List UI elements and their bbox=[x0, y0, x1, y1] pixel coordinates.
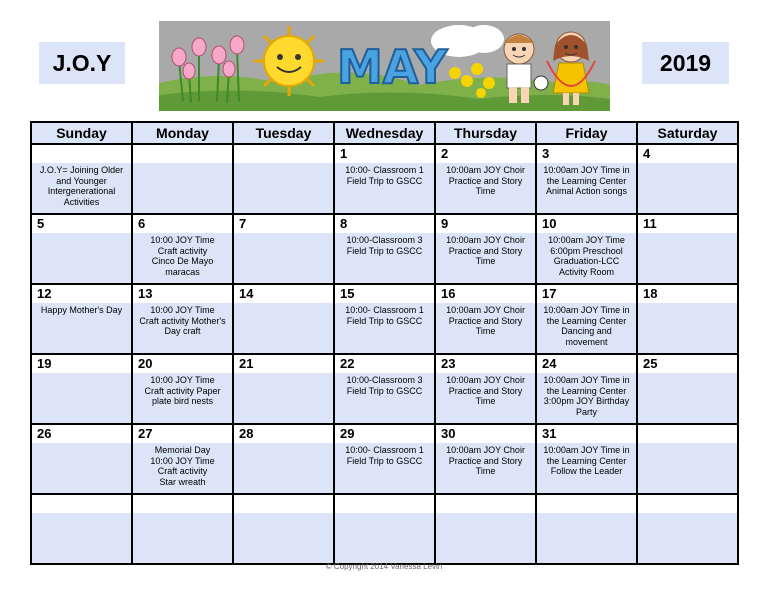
day-number: 18 bbox=[638, 285, 737, 303]
day-cell bbox=[334, 144, 435, 214]
day-number bbox=[537, 495, 636, 513]
day-cell-inner bbox=[133, 495, 232, 563]
day-event bbox=[436, 513, 535, 563]
day-event bbox=[32, 233, 131, 283]
day-number: 3 bbox=[537, 145, 636, 163]
day-cell-inner bbox=[537, 145, 636, 213]
day-event: 10:00am JOY Time in the Learning Center Dancing and movement bbox=[537, 303, 636, 353]
day-cell-inner bbox=[133, 215, 232, 283]
day-cell-inner bbox=[436, 425, 535, 493]
week-row bbox=[31, 494, 738, 564]
day-cell bbox=[31, 284, 132, 354]
day-event: Happy Mother's Day bbox=[32, 303, 131, 353]
week-row bbox=[31, 354, 738, 424]
day-event bbox=[133, 163, 232, 213]
day-cell bbox=[334, 494, 435, 564]
day-event bbox=[32, 373, 131, 423]
day-cell-inner bbox=[335, 495, 434, 563]
day-cell bbox=[31, 214, 132, 284]
copyright-notice: © Copyright 2014 Vanessa Levin bbox=[325, 562, 443, 571]
day-cell bbox=[435, 494, 536, 564]
day-cell-inner bbox=[32, 495, 131, 563]
day-cell bbox=[31, 354, 132, 424]
day-event: J.O.Y= Joining Older and Younger Intergenerational Activities bbox=[32, 163, 131, 213]
weekday-header: Thursday bbox=[435, 122, 536, 144]
week-row bbox=[31, 284, 738, 354]
day-cell bbox=[435, 354, 536, 424]
day-cell bbox=[233, 354, 334, 424]
day-cell bbox=[31, 494, 132, 564]
day-number: 30 bbox=[436, 425, 535, 443]
day-number: 19 bbox=[32, 355, 131, 373]
day-cell-inner bbox=[638, 425, 737, 493]
day-cell bbox=[536, 494, 637, 564]
day-cell-inner bbox=[537, 495, 636, 563]
day-cell bbox=[334, 284, 435, 354]
day-cell bbox=[435, 284, 536, 354]
day-event: 10:00am JOY Choir Practice and Story Time bbox=[436, 163, 535, 213]
day-cell-inner bbox=[234, 145, 333, 213]
day-event bbox=[234, 163, 333, 213]
day-event bbox=[537, 513, 636, 563]
day-cell bbox=[637, 284, 738, 354]
day-number bbox=[234, 495, 333, 513]
month-banner bbox=[159, 21, 610, 111]
day-cell bbox=[435, 424, 536, 494]
day-cell-inner bbox=[436, 495, 535, 563]
day-cell bbox=[536, 214, 637, 284]
day-cell bbox=[132, 354, 233, 424]
day-number bbox=[234, 145, 333, 163]
calendar-body bbox=[31, 144, 738, 564]
day-cell-inner bbox=[638, 145, 737, 213]
day-event: 10:00- Classroom 1 Field Trip to GSCC bbox=[335, 443, 434, 493]
day-cell bbox=[536, 144, 637, 214]
day-cell-inner bbox=[133, 355, 232, 423]
day-cell-inner bbox=[537, 355, 636, 423]
day-event: Memorial Day 10:00 JOY Time Craft activity Star wreath bbox=[133, 443, 232, 493]
day-event: 10:00am JOY Time in the Learning Center 3:00pm JOY Birthday Party bbox=[537, 373, 636, 423]
day-number: 31 bbox=[537, 425, 636, 443]
day-number: 22 bbox=[335, 355, 434, 373]
day-cell-inner bbox=[537, 215, 636, 283]
day-event bbox=[335, 513, 434, 563]
weekday-header: Sunday bbox=[31, 122, 132, 144]
day-number bbox=[133, 495, 232, 513]
day-cell bbox=[334, 424, 435, 494]
day-number: 14 bbox=[234, 285, 333, 303]
day-event: 10:00am JOY Choir Practice and Story Time bbox=[436, 373, 535, 423]
day-cell bbox=[334, 214, 435, 284]
day-number: 13 bbox=[133, 285, 232, 303]
day-event bbox=[638, 443, 737, 493]
week-row bbox=[31, 144, 738, 214]
day-cell-inner bbox=[335, 285, 434, 353]
weekday-header: Friday bbox=[536, 122, 637, 144]
day-cell bbox=[132, 494, 233, 564]
day-number: 20 bbox=[133, 355, 232, 373]
day-number: 16 bbox=[436, 285, 535, 303]
day-cell-inner bbox=[638, 215, 737, 283]
calendar-grid bbox=[30, 121, 739, 565]
day-cell-inner bbox=[638, 285, 737, 353]
day-event: 10:00 JOY Time Craft activity Paper plate bird nests bbox=[133, 373, 232, 423]
day-number: 28 bbox=[234, 425, 333, 443]
day-number: 8 bbox=[335, 215, 434, 233]
day-number bbox=[335, 495, 434, 513]
day-cell-inner bbox=[234, 285, 333, 353]
day-cell-inner bbox=[234, 495, 333, 563]
day-event bbox=[234, 303, 333, 353]
day-cell-inner bbox=[133, 145, 232, 213]
day-number: 23 bbox=[436, 355, 535, 373]
week-row bbox=[31, 424, 738, 494]
day-cell bbox=[132, 214, 233, 284]
day-cell-inner bbox=[32, 215, 131, 283]
weekday-header: Saturday bbox=[637, 122, 738, 144]
day-number bbox=[638, 425, 737, 443]
day-event: 10:00-Classroom 3 Field Trip to GSCC bbox=[335, 233, 434, 283]
day-cell-inner bbox=[436, 285, 535, 353]
day-event: 10:00am JOY Time 6:00pm Preschool Graduation-LCC Activity Room bbox=[537, 233, 636, 283]
day-number: 2 bbox=[436, 145, 535, 163]
program-title: J.O.Y bbox=[39, 42, 125, 84]
day-cell-inner bbox=[537, 425, 636, 493]
day-event bbox=[32, 513, 131, 563]
day-number: 17 bbox=[537, 285, 636, 303]
day-cell bbox=[536, 354, 637, 424]
day-event: 10:00-Classroom 3 Field Trip to GSCC bbox=[335, 373, 434, 423]
day-cell bbox=[233, 214, 334, 284]
weekday-header: Tuesday bbox=[233, 122, 334, 144]
day-cell-inner bbox=[335, 425, 434, 493]
day-number: 24 bbox=[537, 355, 636, 373]
day-cell bbox=[637, 214, 738, 284]
day-cell bbox=[132, 424, 233, 494]
day-cell-inner bbox=[234, 355, 333, 423]
day-cell-inner bbox=[638, 495, 737, 563]
day-event: 10:00- Classroom 1 Field Trip to GSCC bbox=[335, 163, 434, 213]
day-number: 21 bbox=[234, 355, 333, 373]
day-number: 9 bbox=[436, 215, 535, 233]
day-number bbox=[133, 145, 232, 163]
day-cell-inner bbox=[335, 215, 434, 283]
weekday-header-row bbox=[31, 122, 738, 144]
day-cell bbox=[435, 144, 536, 214]
day-cell bbox=[31, 144, 132, 214]
day-number: 10 bbox=[537, 215, 636, 233]
day-cell-inner bbox=[32, 425, 131, 493]
day-cell bbox=[31, 424, 132, 494]
day-number: 7 bbox=[234, 215, 333, 233]
day-number: 12 bbox=[32, 285, 131, 303]
day-event bbox=[638, 373, 737, 423]
day-cell bbox=[637, 354, 738, 424]
day-event bbox=[133, 513, 232, 563]
day-cell bbox=[334, 354, 435, 424]
day-cell-inner bbox=[32, 145, 131, 213]
day-number bbox=[32, 145, 131, 163]
day-event bbox=[234, 513, 333, 563]
day-cell bbox=[435, 214, 536, 284]
day-event: 10:00am JOY Time in the Learning Center Animal Action songs bbox=[537, 163, 636, 213]
day-event: 10:00am JOY Choir Practice and Story Time bbox=[436, 233, 535, 283]
day-cell-inner bbox=[436, 215, 535, 283]
day-event bbox=[638, 513, 737, 563]
day-cell-inner bbox=[537, 285, 636, 353]
day-cell bbox=[536, 424, 637, 494]
day-event bbox=[234, 443, 333, 493]
day-event: 10:00 JOY Time Craft activity Cinco De Mayo maracas bbox=[133, 233, 232, 283]
day-event bbox=[234, 233, 333, 283]
day-cell bbox=[637, 494, 738, 564]
day-cell-inner bbox=[436, 145, 535, 213]
day-number: 5 bbox=[32, 215, 131, 233]
day-number bbox=[638, 495, 737, 513]
day-event: 10:00- Classroom 1 Field Trip to GSCC bbox=[335, 303, 434, 353]
day-number: 1 bbox=[335, 145, 434, 163]
day-cell-inner bbox=[335, 355, 434, 423]
day-number: 29 bbox=[335, 425, 434, 443]
day-number: 6 bbox=[133, 215, 232, 233]
week-row bbox=[31, 214, 738, 284]
day-event bbox=[32, 443, 131, 493]
day-cell-inner bbox=[32, 285, 131, 353]
year-title: 2019 bbox=[642, 42, 729, 84]
day-number bbox=[436, 495, 535, 513]
day-cell bbox=[132, 144, 233, 214]
day-number: 11 bbox=[638, 215, 737, 233]
day-cell-inner bbox=[133, 425, 232, 493]
day-event bbox=[638, 163, 737, 213]
day-number: 15 bbox=[335, 285, 434, 303]
day-cell-inner bbox=[133, 285, 232, 353]
day-number: 4 bbox=[638, 145, 737, 163]
day-event bbox=[638, 233, 737, 283]
day-cell-inner bbox=[638, 355, 737, 423]
day-number: 25 bbox=[638, 355, 737, 373]
day-cell-inner bbox=[234, 425, 333, 493]
day-cell bbox=[132, 284, 233, 354]
weekday-header: Wednesday bbox=[334, 122, 435, 144]
day-cell bbox=[233, 144, 334, 214]
banner-month-text: MAY bbox=[337, 40, 448, 94]
day-cell bbox=[233, 494, 334, 564]
sun-icon bbox=[254, 26, 324, 96]
day-event: 10:00am JOY Choir Practice and Story Time bbox=[436, 303, 535, 353]
day-cell bbox=[637, 424, 738, 494]
day-number bbox=[32, 495, 131, 513]
day-cell bbox=[233, 424, 334, 494]
day-cell-inner bbox=[335, 145, 434, 213]
day-event: 10:00am JOY Time in the Learning Center Follow the Leader bbox=[537, 443, 636, 493]
day-number: 26 bbox=[32, 425, 131, 443]
day-event bbox=[234, 373, 333, 423]
day-number: 27 bbox=[133, 425, 232, 443]
day-event: 10:00 JOY Time Craft activity Mother's Day craft bbox=[133, 303, 232, 353]
day-event bbox=[638, 303, 737, 353]
day-event: 10:00am JOY Choir Practice and Story Time bbox=[436, 443, 535, 493]
day-cell bbox=[637, 144, 738, 214]
day-cell-inner bbox=[436, 355, 535, 423]
weekday-header: Monday bbox=[132, 122, 233, 144]
day-cell bbox=[233, 284, 334, 354]
day-cell-inner bbox=[32, 355, 131, 423]
day-cell bbox=[536, 284, 637, 354]
day-cell-inner bbox=[234, 215, 333, 283]
